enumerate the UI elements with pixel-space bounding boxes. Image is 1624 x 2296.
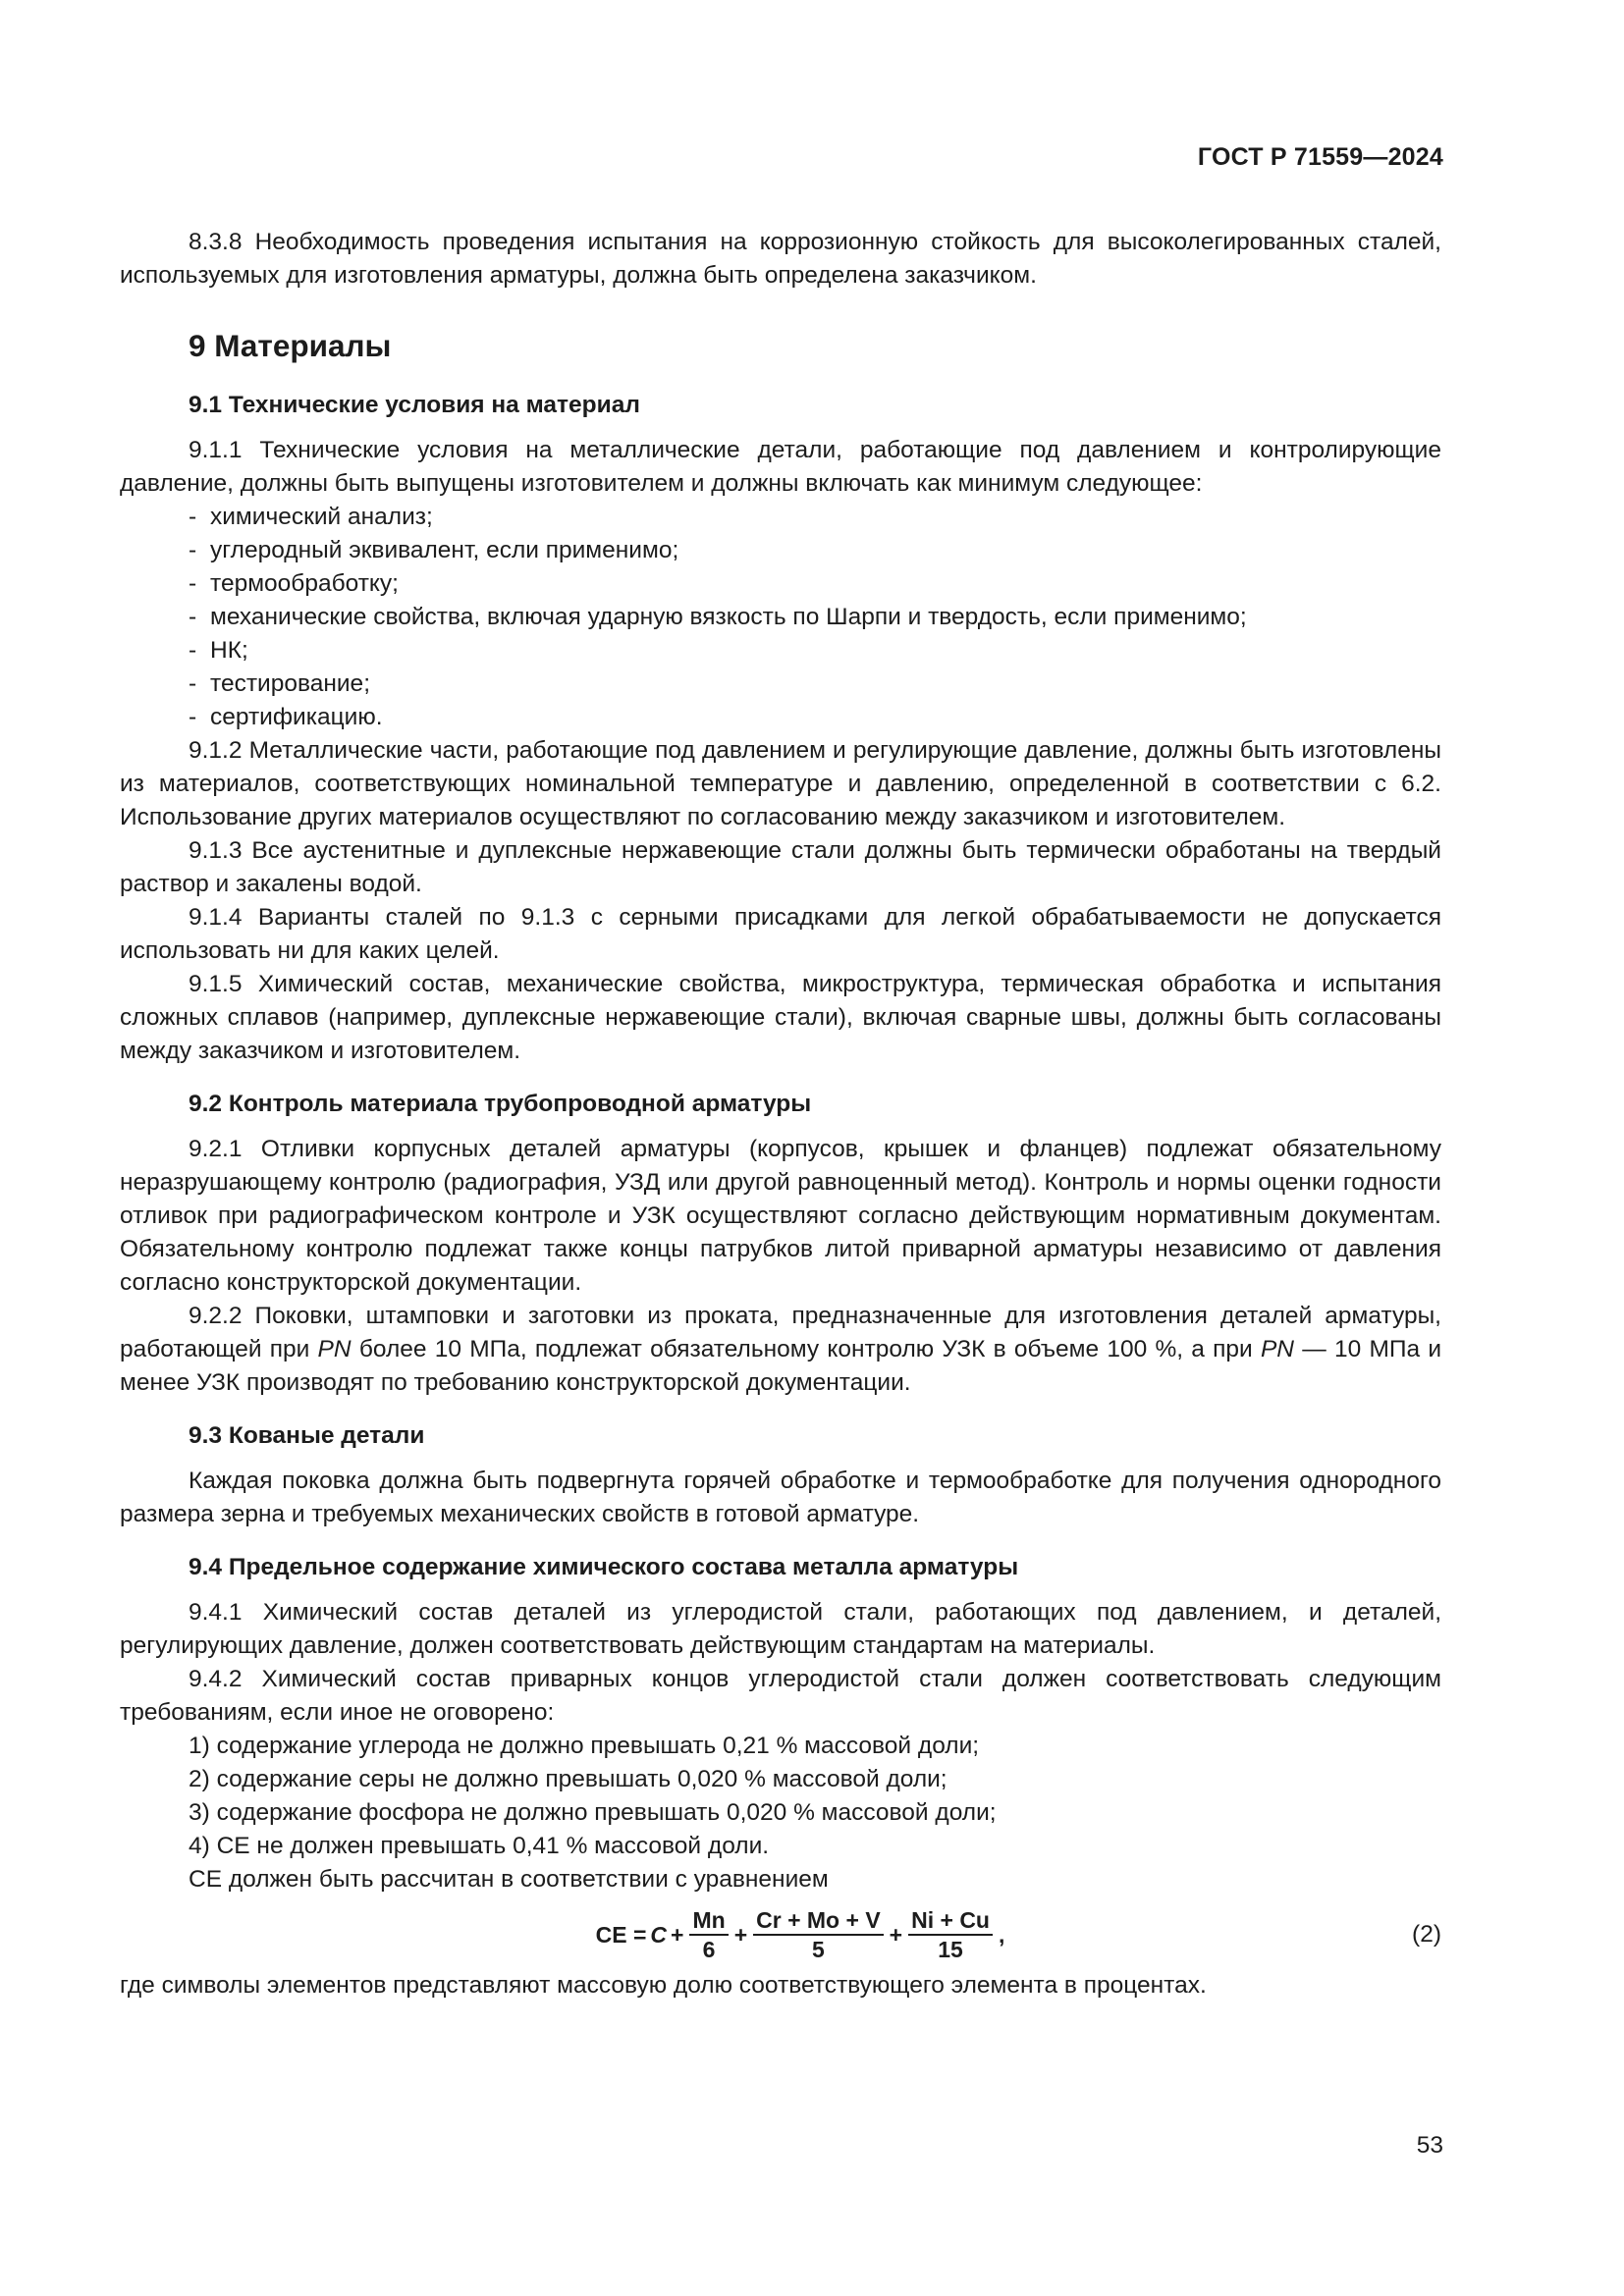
subsection-9-3-heading: 9.3 Кованые детали xyxy=(189,1422,425,1449)
subsection-9-1-heading: 9.1 Технические условия на материал xyxy=(189,392,640,418)
list-dash: - xyxy=(189,704,197,730)
document-header: ГОСТ Р 71559—2024 xyxy=(1197,143,1443,171)
document-body xyxy=(120,226,1441,2002)
paragraph-8-3-8: 8.3.8 Необходимость проведения испытания на коррозионную стойкость для высоколегированных сталей, используемых для изготовления арматуры, должна быть определена заказчиком. xyxy=(120,229,1441,289)
formula-lhs: CE = xyxy=(595,1922,647,1948)
paragraph-9-4-2: 9.4.2 Химический состав приварных концов углеродистой стали должен соответствовать следующим требованиям, если иное не оговорено: xyxy=(120,1666,1441,1726)
paragraph-9-1-3: 9.1.3 Все аустенитные и дуплексные нержавеющие стали должны быть термически обработаны на твердый раствор и закалены водой. xyxy=(120,837,1441,897)
page-number: 53 xyxy=(1416,2132,1443,2159)
list-item: - сертификацию. xyxy=(189,701,1441,734)
list-item: - механические свойства, включая ударную вязкость по Шарпи и твердость, если применимо; xyxy=(189,601,1441,634)
paragraph-9-3: Каждая поковка должна быть подвергнута горячей обработке и термообработке для получения однородного размера зерна и требуемых механических свойств в готовой арматуре. xyxy=(120,1468,1441,1527)
formula-plus: + xyxy=(733,1922,748,1948)
fraction-cr-mo-v: $\frac{Cr + Mo + V}{5}$ xyxy=(753,1906,884,1963)
paragraph-9-1-2: 9.1.2 Металлические части, работающие под давлением и регулирующие давление, должны быть изготовлены из материалов, соответствующих номинальной температуре и давлению, определенной в соответствии с 6.2. Использование других материалов осуществляют по согласованию между заказчиком и изготовителем. xyxy=(120,737,1441,830)
list-item: - тестирование; xyxy=(189,667,1441,701)
fraction-ni-cu: $\frac{Ni + Cu}{15}$ xyxy=(908,1906,993,1963)
equation-number: (2) xyxy=(1412,1921,1441,1948)
list-item: 1) содержание углерода не должно превышать 0,21 % массовой доли; xyxy=(189,1733,980,1759)
subsection-9-4-heading: 9.4 Предельное содержание химического состава металла арматуры xyxy=(189,1554,1019,1580)
equation-2 xyxy=(120,1900,1441,1969)
paragraph-9-1-4: 9.1.4 Варианты сталей по 9.1.3 с серными присадками для легкой обрабатываемости не допускается использовать ни для каких целей. xyxy=(120,904,1441,964)
paragraph-9-1-5: 9.1.5 Химический состав, механические свойства, микроструктура, термическая обработка и испытания сложных сплавов (например, дуплексные нержавеющие стали), включая сварные швы, должны быть согласованы между заказчиком и изготовителем. xyxy=(120,971,1441,1064)
formula-tail: , xyxy=(998,1922,1005,1948)
list-item: - углеродный эквивалент, если применимо; xyxy=(189,534,1441,567)
list-dash: - xyxy=(189,670,197,697)
list-item: 2) содержание серы не должно превышать 0,020 % массовой доли; xyxy=(189,1766,947,1792)
subsection-9-2-heading: 9.2 Контроль материала трубопроводной арматуры xyxy=(189,1091,812,1117)
paragraph-9-4-1: 9.4.1 Химический состав деталей из углеродистой стали, работающих под давлением, и деталей, регулирующих давление, должен соответствовать действующим стандартам на материалы. xyxy=(120,1599,1441,1659)
paragraph-9-1-1: 9.1.1 Технические условия на металлические детали, работающие под давлением и контролирующие давление, должны быть выпущены изготовителем и должны включать как минимум следующее: xyxy=(120,437,1441,497)
section-9-heading: 9 Материалы xyxy=(189,328,392,363)
list-dash: - xyxy=(189,504,197,530)
paragraph-ce-intro: CE должен быть рассчитан в соответствии с уравнением xyxy=(189,1866,829,1893)
list-dash: - xyxy=(189,637,197,664)
list-dash: - xyxy=(189,537,197,563)
formula-plus: + xyxy=(671,1922,684,1948)
list-item: - химический анализ; xyxy=(189,501,1441,534)
paragraph-9-2-2: 9.2.2 Поковки, штамповки и заготовки из проката, предназначенные для изготовления деталей арматуры, работающей при PN более 10 МПа, подлежат обязательному контролю УЗК в объеме 100 %, а при PN — 10 МПа и менее УЗК производят по требованию конструкторской документации. xyxy=(120,1303,1441,1396)
list-dash: - xyxy=(189,604,197,630)
formula-plus: + xyxy=(889,1922,903,1948)
list-item: 4) CE не должен превышать 0,41 % массовой доли. xyxy=(189,1833,770,1859)
list-item: - термообработку; xyxy=(189,567,1441,601)
list-item: 3) содержание фосфора не должно превышать 0,020 % массовой доли; xyxy=(189,1799,997,1826)
list-item: - НК; xyxy=(189,634,1441,667)
pn-symbol: PN xyxy=(1260,1336,1295,1362)
ce-formula xyxy=(596,1906,1005,1963)
list-dash: - xyxy=(189,570,197,597)
paragraph-where: где символы элементов представляют массовую долю соответствующего элемента в процентах. xyxy=(120,1972,1207,1999)
fraction-mn: $\frac{Mn}{6}$ xyxy=(689,1906,728,1963)
pn-symbol: PN xyxy=(317,1336,352,1362)
paragraph-9-2-1: 9.2.1 Отливки корпусных деталей арматуры (корпусов, крышек и фланцев) подлежат обязательному неразрушающему контролю (радиография, УЗД или другой равноценный метод). Контроль и нормы оценки годности отливок при радиографическом контроле и УЗК осуществляют согласно действующим нормативным документам. Обязательному контролю подлежат также концы патрубков литой приварной арматуры независимо от давления согласно конструкторской документации. xyxy=(120,1136,1441,1296)
formula-c: C xyxy=(650,1922,668,1948)
